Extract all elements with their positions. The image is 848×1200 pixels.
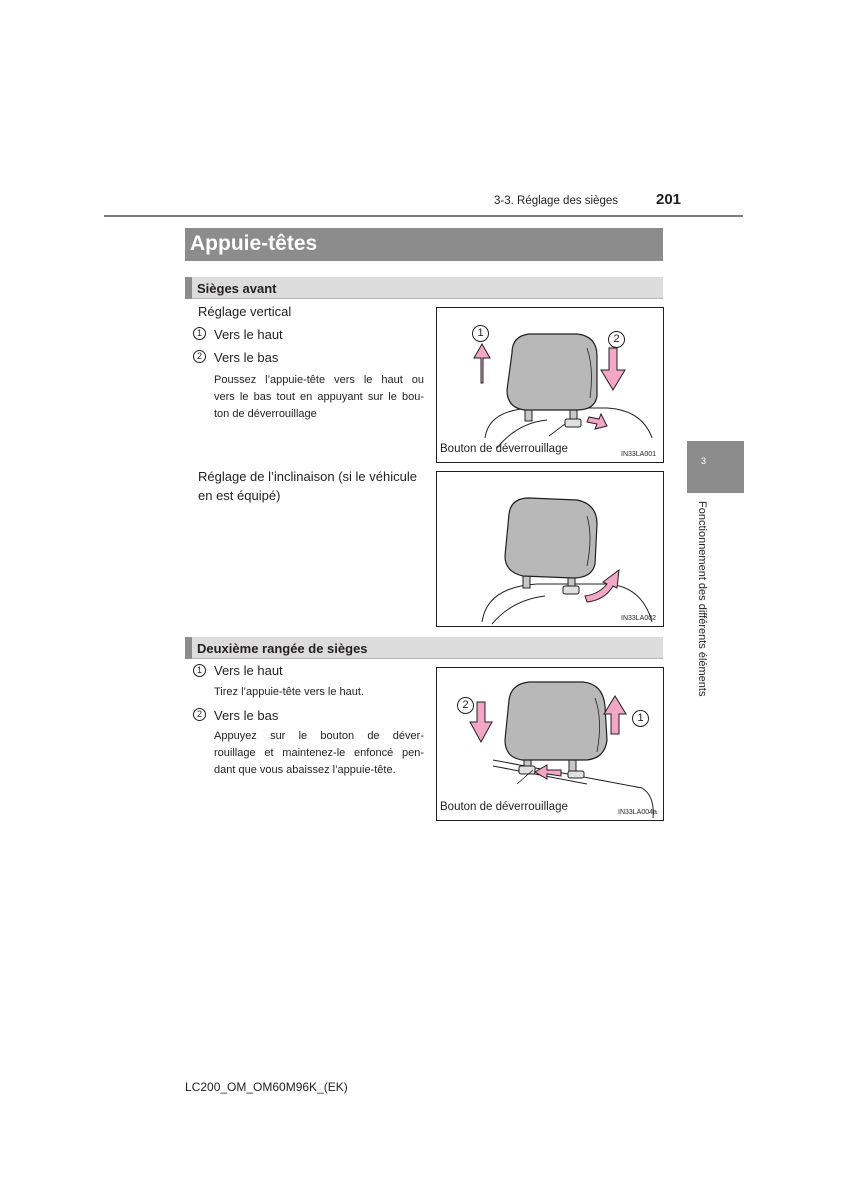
chapter-number: 3 (701, 456, 707, 466)
step-number: 1 (193, 327, 206, 340)
callout-1: 1 (632, 710, 649, 727)
figure-code: IN33LA002 (621, 615, 657, 622)
callout-2: 2 (608, 331, 625, 348)
step-down-label: Vers le bas (214, 350, 279, 365)
tilt-adjust-label (198, 467, 428, 505)
step-number: 1 (193, 664, 206, 677)
headrest-tilt-illustration (437, 472, 663, 626)
note-line: ton de déverrouillage (214, 408, 317, 420)
figure-rear-adjust (436, 667, 664, 821)
headrest-illustration (437, 308, 663, 462)
step-number: 2 (193, 350, 206, 363)
subheading-accent (185, 277, 192, 299)
rear-down-label: Vers le bas (214, 708, 279, 723)
note-line: Appuyez sur le bouton de déver- (214, 730, 424, 742)
figure-code: IN33LA004a (618, 809, 657, 816)
step-number: 2 (193, 708, 206, 721)
note-line: Poussez l’appuie-tête vers le haut ou (214, 374, 424, 386)
figure-caption: Bouton de déverrouillage (440, 801, 568, 813)
callout-2: 2 (457, 697, 474, 714)
note-line: dant que vous abaissez l’appuie-tête. (214, 764, 396, 776)
page-title: Appuie-têtes (190, 232, 318, 255)
tilt-line: Réglage de l’inclinaison (si le véhicule (198, 469, 417, 484)
rear-down-note (214, 728, 424, 779)
step-up-label: Vers le haut (214, 327, 283, 342)
figure-code: IN33LA001 (621, 451, 657, 458)
rear-headrest-illustration (437, 668, 663, 820)
chapter-tab (687, 441, 744, 493)
chapter-title: Fonctionnement des différents éléments (696, 501, 708, 697)
tilt-line: en est équipé) (198, 488, 281, 503)
section-header: 3-3. Réglage des sièges (494, 195, 619, 207)
figure-tilt-adjust (436, 471, 664, 627)
subheading-accent (185, 637, 192, 659)
rear-up-note: Tirez l’appuie-tête vers le haut. (214, 686, 364, 698)
header-rule (104, 215, 743, 217)
note-line: vers le bas tout en appuyant sur le bou- (214, 391, 424, 403)
callout-1: 1 (472, 325, 489, 342)
figure-caption: Bouton de déverrouillage (440, 443, 568, 455)
note-line: rouillage et maintenez-le enfoncé pen- (214, 747, 424, 759)
page-number: 201 (656, 191, 682, 208)
document-code: LC200_OM_OM60M96K_(EK) (185, 1080, 348, 1094)
vertical-note (214, 372, 424, 423)
vertical-adjust-label: Réglage vertical (198, 304, 292, 319)
subheading-front: Sièges avant (197, 281, 277, 296)
subheading-rear: Deuxième rangée de sièges (197, 641, 368, 656)
figure-vertical-adjust (436, 307, 664, 463)
rear-up-label: Vers le haut (214, 663, 283, 678)
